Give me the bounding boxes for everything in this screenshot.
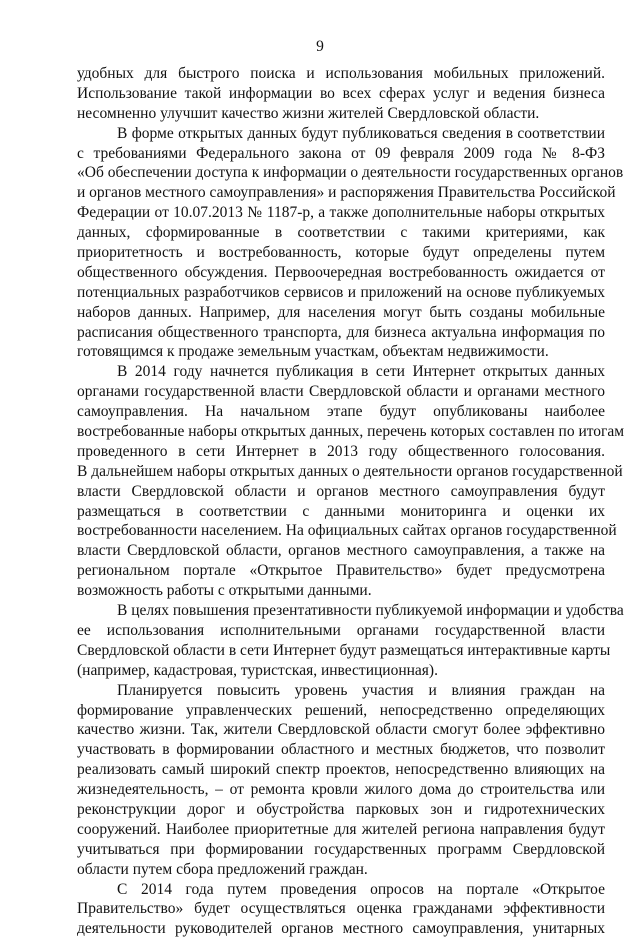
text-line: удобных для быстрого поиска и использования мобильных приложений.	[77, 65, 605, 82]
text-line: расписания общественного транспорта, для бизнеса актуальна информация по	[77, 323, 605, 341]
paragraph	[77, 681, 605, 880]
text-line: жизнедеятельность, – от ремонта кровли жилого дома до строительства или	[77, 781, 605, 799]
text-line: ее использования исполнительными органами государственной власти	[77, 621, 605, 639]
text-line: востребованные наборы открытых данных, перечень которых составлен по итогам	[77, 423, 625, 441]
text-line: востребованности населением. На официальных сайтах органов государственной	[77, 522, 617, 540]
text-line: готовящимся к продаже земельным участкам, объектам недвижимости.	[77, 343, 549, 361]
paragraph	[77, 64, 605, 124]
text-line: размещаться в соответствии с данными мониторинга и оценки их	[77, 502, 605, 520]
text-line: качество жизни. Так, жители Свердловской области смогут более эффективно	[77, 721, 605, 739]
text-line: наборов данных. Например, для населения могут быть созданы мобильные	[77, 303, 605, 321]
text-line: Планируется повысить уровень участия и влияния граждан на	[117, 681, 605, 699]
text-line: Правительство» будет осуществляться оценка гражданами эффективности	[77, 900, 605, 918]
text-line: власти Свердловской области, органов местного самоуправления, а также на	[77, 542, 605, 560]
text-line: деятельности руководителей органов местного самоуправления, унитарных	[77, 920, 605, 938]
text-line: учитываться при формировании государственных программ Свердловской	[77, 840, 605, 858]
text-line: «Об обеспечении доступа к информации о деятельности государственных органов	[77, 164, 624, 182]
text-line: органами государственной власти Свердловской области и органами местного	[77, 383, 605, 401]
paragraph	[77, 362, 625, 601]
text-line: С 2014 года путем проведения опросов на портале «Открытое	[117, 880, 605, 898]
text-line: В дальнейшем наборы открытых данных о деятельности органов государственной	[77, 462, 623, 480]
text-line: участвовать в формировании областного и местных бюджетов, что позволит	[77, 741, 605, 759]
paragraph	[77, 601, 624, 681]
text-line: приоритетность и востребованность, которые будут определены путем	[77, 244, 605, 262]
text-line: региональном портале «Открытое Правительство» будет предусмотрена	[77, 562, 605, 580]
text-line: данных, сформированные в соответствии с такими критериями, как	[77, 224, 605, 242]
text-line: Использование такой информации во всех сферах услуг и ведения бизнеса	[77, 84, 605, 102]
text-line: Свердловской области в сети Интернет будут размещаться интерактивные карты	[77, 641, 611, 659]
text-line: области путем сбора предложений граждан.	[77, 860, 368, 878]
text-line: В целях повышения презентативности публикуемой информации и удобства	[117, 602, 624, 620]
text-line: самоуправления. На начальном этапе будут опубликованы наиболее	[77, 403, 605, 421]
page-number: 9	[316, 38, 324, 55]
text-line: с требованиями Федерального закона от 09 февраля 2009 года № 8-ФЗ	[77, 144, 605, 162]
text-line: проведенного в сети Интернет в 2013 году общественного голосования.	[77, 442, 605, 460]
text-line: общественного обсуждения. Первоочередная востребованность ожидается от	[77, 263, 605, 281]
text-line: реконструкции дорог и обустройства парковых зон и гидротехнических	[77, 800, 605, 818]
text-line: Федерации от 10.07.2013 № 1187-р, а также дополнительные наборы открытых	[77, 204, 605, 222]
text-line: возможность работы с открытыми данными.	[77, 582, 372, 600]
text-line: формирование управленческих решений, непосредственно определяющих	[77, 701, 605, 719]
text-line: В форме открытых данных будут публиковаться сведения в соответствии	[117, 124, 605, 142]
paragraph	[77, 124, 624, 363]
paragraph	[77, 880, 605, 939]
text-line: реализовать самый широкий спектр проектов, непосредственно влияющих на	[77, 761, 605, 779]
text-line: (например, кадастровая, туристская, инвестиционная).	[77, 661, 438, 679]
text-line: власти Свердловской области и органов местного самоуправления будут	[77, 482, 605, 500]
text-line: сооружений. Наиболее приоритетные для жителей региона направления будут	[77, 820, 605, 838]
text-line: потенциальных разработчиков сервисов и приложений на основе публикуемых	[77, 283, 605, 301]
text-line: несомненно улучшит качество жизни жителей Свердловской области.	[77, 104, 540, 122]
text-line: и органов местного самоуправления» и распоряжения Правительства Российской	[77, 184, 616, 202]
document-body	[77, 64, 625, 939]
text-line: В 2014 году начнется публикация в сети Интернет открытых данных	[117, 363, 605, 381]
